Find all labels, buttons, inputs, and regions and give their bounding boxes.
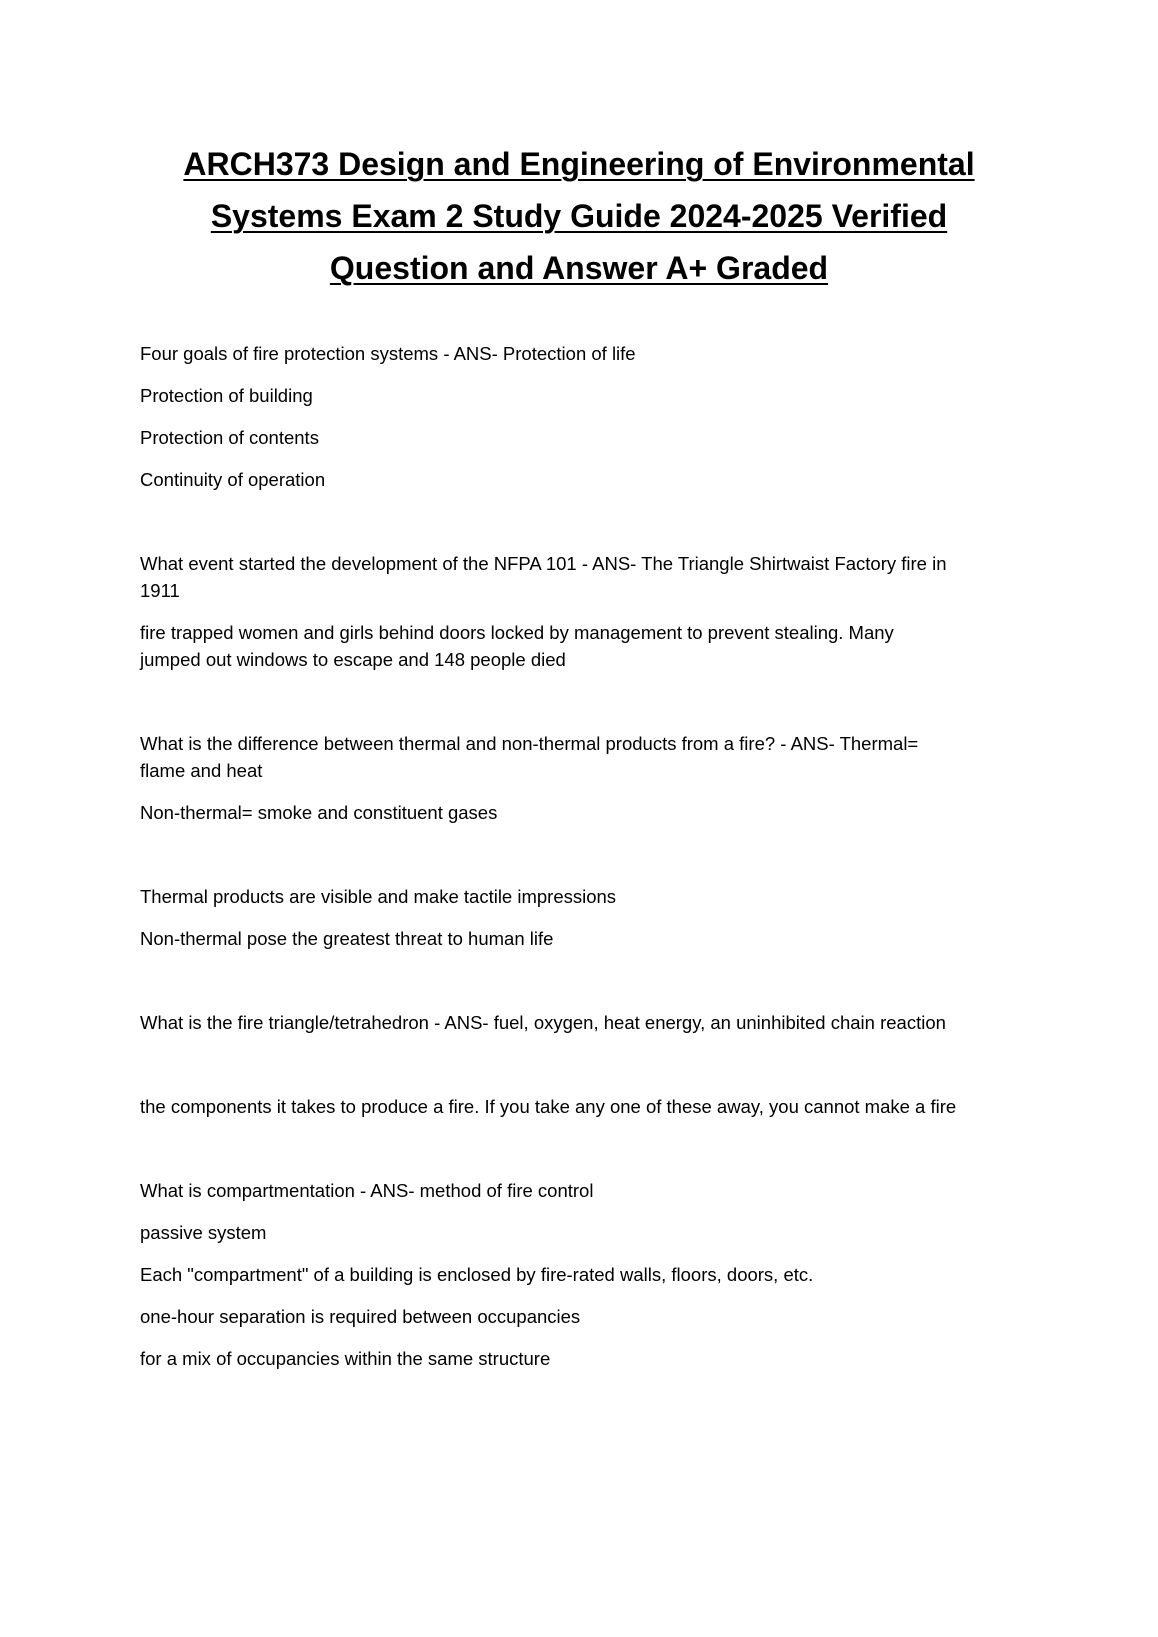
- paragraph: Protection of building: [140, 385, 313, 406]
- paragraph: jumped out windows to escape and 148 people died: [140, 649, 566, 670]
- paragraph: one-hour separation is required between occupancies: [140, 1306, 581, 1327]
- paragraph: Each "compartment" of a building is enclosed by fire-rated walls, floors, doors, etc.: [140, 1264, 814, 1285]
- paragraph: Non-thermal pose the greatest threat to human life: [140, 928, 554, 949]
- paragraph: flame and heat: [140, 760, 263, 781]
- paragraph: fire trapped women and girls behind doors locked by management to prevent stealing. Many: [140, 622, 894, 643]
- paragraph: Non-thermal= smoke and constituent gases: [140, 802, 498, 823]
- title-line-2: Systems Exam 2 Study Guide 2024-2025 Verified: [210, 198, 948, 234]
- paragraph: Protection of contents: [140, 427, 319, 448]
- paragraph: 1911: [140, 580, 180, 601]
- paragraph: for a mix of occupancies within the same structure: [140, 1348, 551, 1369]
- title-line-3: Question and Answer A+ Graded: [329, 250, 829, 286]
- paragraph: Continuity of operation: [140, 469, 326, 490]
- paragraph: Thermal products are visible and make tactile impressions: [140, 886, 617, 907]
- paragraph: passive system: [140, 1222, 267, 1243]
- paragraph: What is the difference between thermal and non-thermal products from a fire? - ANS- Thermal=: [140, 733, 919, 754]
- paragraph: Four goals of fire protection systems - ANS- Protection of life: [140, 343, 636, 364]
- paragraph: What is compartmentation - ANS- method of fire control: [140, 1180, 594, 1201]
- paragraph: What is the fire triangle/tetrahedron - ANS- fuel, oxygen, heat energy, an uninhibited chain reaction: [140, 1012, 946, 1033]
- paragraph: What event started the development of the NFPA 101 - ANS- The Triangle Shirtwaist Factory fire in: [140, 553, 947, 574]
- title-line-1: ARCH373 Design and Engineering of Environmental: [183, 146, 975, 182]
- paragraph: the components it takes to produce a fire. If you take any one of these away, you cannot make a fire: [140, 1096, 957, 1117]
- document-title: [120, 138, 1038, 294]
